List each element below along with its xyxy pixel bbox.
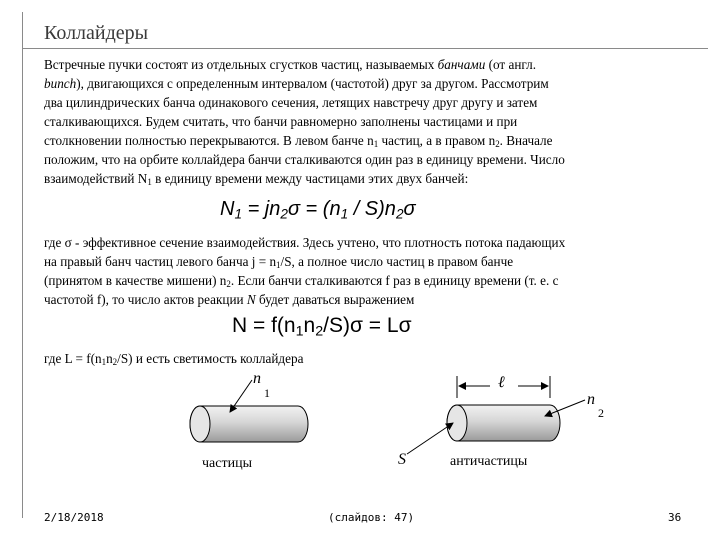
slide-title: Коллайдеры — [44, 22, 149, 44]
equation-interactions: $N_1 = jn_2\sigma = (n_1 / S)n_2\sigma$ — [220, 198, 416, 222]
text-line: два цилиндрических банча одинакового сечения, летящих навстречу друг другу и затем — [44, 95, 538, 110]
footer-date: 2/18/2018 — [44, 511, 104, 524]
s-pointer-arrow — [407, 423, 453, 454]
antiparticles-caption: античастицы — [450, 454, 528, 469]
equation-reaction-rate: $N = f(n_1n_2/S)\sigma = L\sigma$ — [232, 314, 412, 340]
text-line: bunch), двигающихся с определенным интервалом (частотой) друг за другом. Рассмотрим — [44, 76, 549, 91]
text-line: где $L = f(n_1n_2/S)$ и есть светимость коллайдера — [44, 351, 304, 368]
text-line: на правый банч частиц левого банча $j = n_1/S$, а полное число частиц в правом банче — [44, 254, 514, 271]
text-line: где σ - эффективное сечение взаимодействия. Здесь учтено, что плотность потока падающих — [44, 235, 566, 250]
length-label: ℓ — [498, 374, 505, 391]
text-line: сталкивающихся. Будем считать, что банчи равномерно заполнены частицами и при — [44, 114, 518, 129]
footer-slide-count: (слайдов: 47) — [328, 511, 415, 524]
bunch-collision-diagram — [150, 362, 630, 482]
n2-label: n — [587, 391, 595, 408]
text-line: столкновении полностью перекрываются. В левом банче $n_1$ частиц, а в правом $n_2$. Вначале — [44, 133, 553, 150]
left-bunch-cylinder — [190, 406, 308, 442]
right-bunch-cylinder — [447, 405, 560, 441]
particles-caption: частицы — [202, 456, 252, 471]
text-line: взаимодействий $N_1$ в единицу времени между частицами этих двух банчей: — [44, 171, 469, 188]
text-line: (принятом в качестве мишени) $n_2$. Если банчи сталкиваются f раз в единицу времени (т. е. с — [44, 273, 559, 290]
text-line: Встречные пучки состоят из отдельных сгустков частиц, называемых банчами (от англ. — [44, 57, 537, 72]
explanation-paragraph — [44, 233, 565, 309]
title-underline-rule — [22, 48, 708, 49]
text-line: положим, что на орбите коллайдера банчи сталкиваются один раз в единицу времени. Число — [44, 152, 565, 167]
cross-section-label: S — [398, 451, 406, 468]
n2-index: 2 — [598, 406, 604, 420]
n1-label: n — [253, 370, 261, 387]
intro-paragraph — [44, 55, 565, 188]
footer-page-number: 36 — [668, 511, 682, 524]
n1-index: 1 — [264, 386, 270, 400]
text-line: частотой f), то число актов реакции N будет даваться выражением — [44, 292, 415, 307]
left-vertical-rule — [22, 12, 23, 518]
